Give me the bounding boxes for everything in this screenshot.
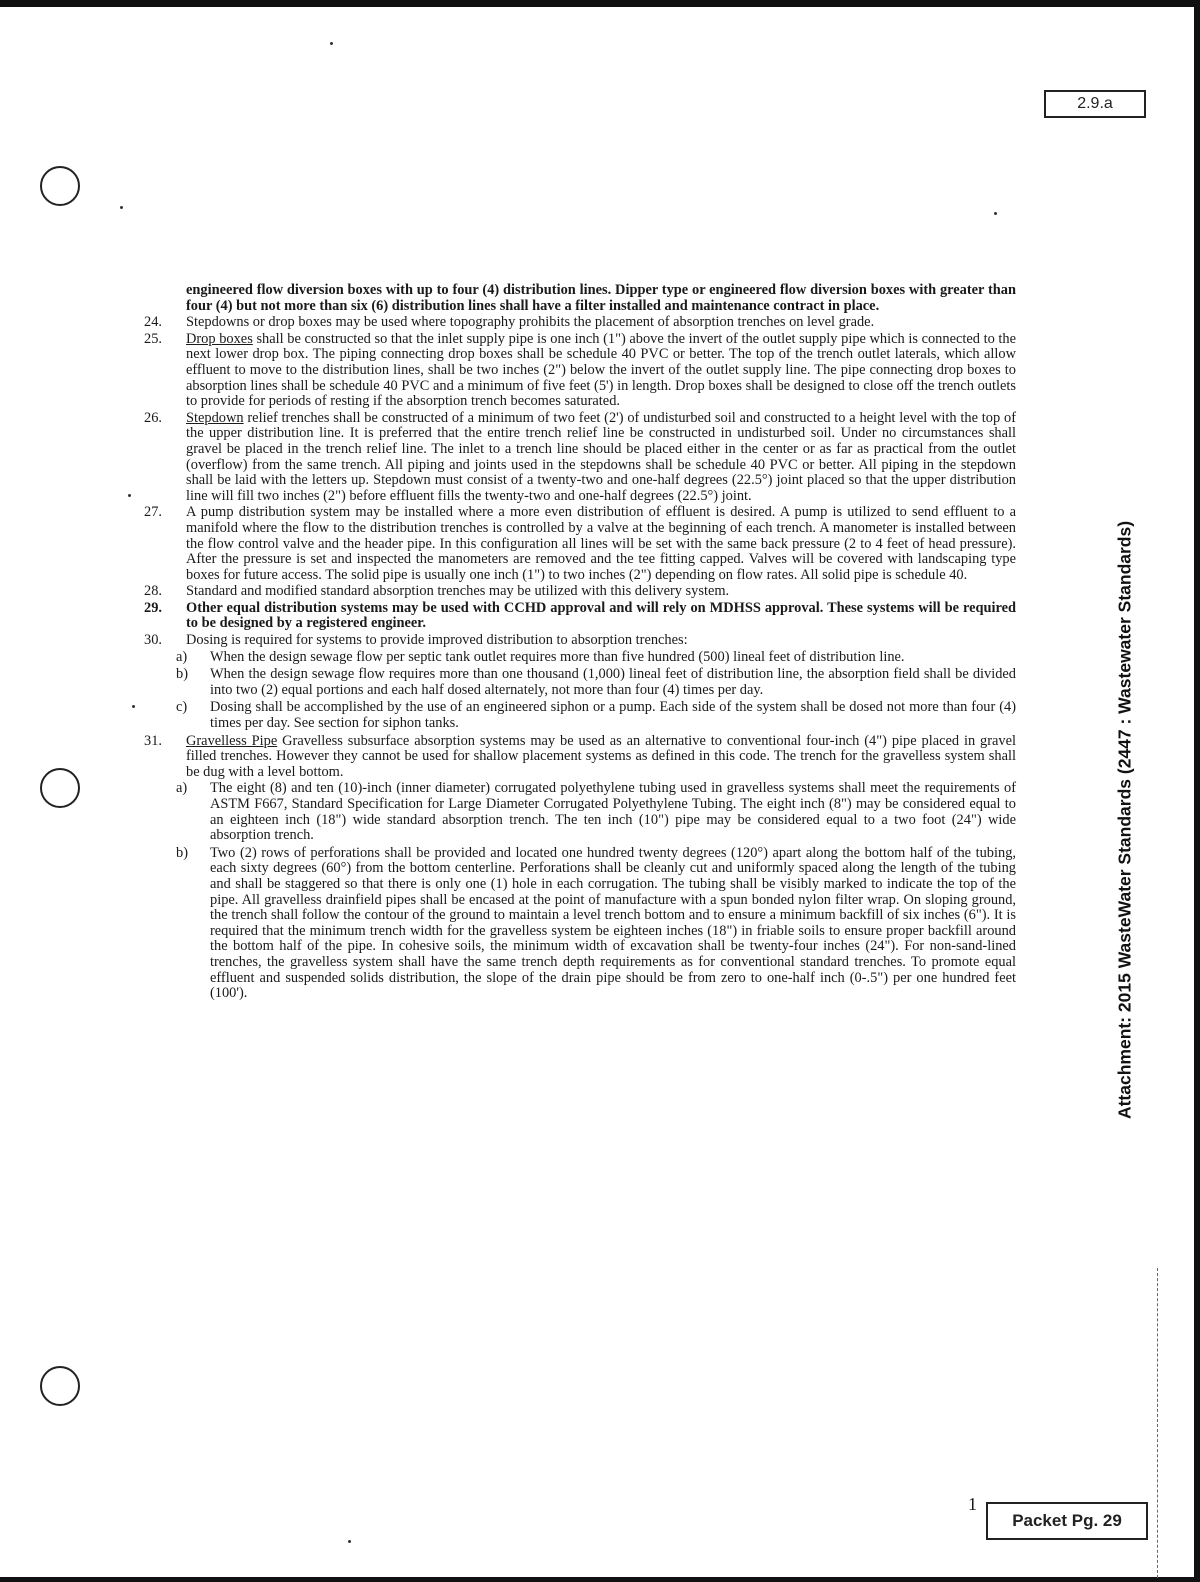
sub-letter: b) [176, 844, 188, 861]
sub-text: The eight (8) and ten (10)-inch (inner diameter) corrugated polyethylene tubing used in gravelless systems shall meet the requirements of ASTM F667, Standard Specification for Large Diameter Corrugated Polyethylene Tubing. The eight inch (8") may be considered equal to an eighteen inch (18") wide standard absorption trench. The ten inch (10") pipe may be considered equal to a two foot (24") wide absorption trench. [210, 780, 1016, 844]
list-item-27 [138, 505, 1016, 583]
scan-edge-bottom [0, 1577, 1200, 1582]
item-title: Gravelless Pipe [186, 732, 278, 749]
attachment-tag [1044, 90, 1146, 118]
sub-letter: a) [176, 780, 188, 797]
item-number: 31. [144, 732, 162, 749]
side-attachment-text: Attachment: 2015 WasteWater Standards (2447 : Wastewater Standards) [1114, 520, 1135, 1120]
punch-hole-bottom [40, 1366, 80, 1406]
sub-item-31a [138, 781, 1016, 843]
punch-hole-middle [40, 768, 80, 808]
scan-edge-top [0, 0, 1200, 7]
item-text: relief trenches shall be constructed of a minimum of two feet (2') of undisturbed soil and constructed to a height level with the top of the upper distribution line. It is preferred that the entire trench relief line be constructed in undisturbed soil. Under no circumstances shall gravel be placed in the trench relief line. The inlet to a trench line should be placed either in the center or as far as practical from the outlet (overflow) from the same trench. All piping and joints used in the stepdowns shall be schedule 40 PVC or better. All piping in the stepdown shall be laid with the letters up. Stepdown must consist of a twenty-two and one-half degrees (22.5°) joint placed so that the upper distribution line will fill two inches (2") before effluent fills the twenty-two and one-half degrees (22.5°) joint. [186, 409, 1016, 504]
packet-page-box [986, 1502, 1148, 1540]
item-text: Other equal distribution systems may be used with CCHD approval and will rely on MDHSS approval. These systems will be required to be designed by a registered engineer. [186, 599, 1016, 632]
sub-text: Two (2) rows of perforations shall be provided and located one hundred twenty degrees (120°) apart along the bottom half of the tubing, each sixty degrees (60°) from the bottom centerline. Perforations shall be cleanly cut and uniformly spaced along the length of the tubing and shall be staggered so that there is only one (1) hole in each corrugation. The tubing shall be visibly marked to indicate the top of the pipe. All gravelless drainfield pipes shall be encased at the point of manufacture with a spun bonded nylon filter wrap. On sloping ground, the trench shall follow the contour of the ground to maintain a level trench bottom and to ensure a minimum backfill of six inches (6"). It is required that the minimum trench width for the gravelless system be eighteen inches (18") in friable soils to ensure proper backfill around the bottom half of the pipe. In cohesive soils, the minimum width of excavation shall be twenty-four inches (24"). For non-sand-lined trenches, the gravelless system shall have the same trench depth requirements as for conventional standard trenches. To promote equal effluent and suspended solids distribution, the slope of the drain pipe should be from zero to one-half inch (0-.5") per one hundred feet (100'). [210, 844, 1016, 1002]
margin-dashed-line [1157, 1268, 1158, 1578]
item-title: Stepdown [186, 409, 244, 426]
scan-speck [132, 705, 135, 708]
list-item-24 [138, 315, 1016, 331]
side-attachment-label [1108, 430, 1142, 1210]
scan-speck [120, 206, 123, 209]
scan-speck [994, 212, 997, 215]
item-text: Dosing is required for systems to provide improved distribution to absorption trenches: [186, 632, 688, 649]
sub-item-30a [138, 650, 1016, 666]
sub-text: Dosing shall be accomplished by the use of an engineered siphon or a pump. Each side of the system shall be dosed not more than four (4) times per day. See section for siphon tanks. [210, 699, 1016, 732]
intro-paragraph: engineered flow diversion boxes with up to four (4) distribution lines. Dipper type or engineered flow diversion boxes with greater than four (4) but not more than six (6) distribution lines shall have a filter installed and maintenance contract in place. [186, 282, 1016, 314]
scan-edge-right [1194, 0, 1200, 1582]
sub-letter: c) [176, 699, 188, 716]
item-number: 25. [144, 330, 162, 347]
sub-item-30b [138, 667, 1016, 698]
item-text: A pump distribution system may be installed where a more even distribution of effluent is desired. A pump is utilized to send effluent to a manifold where the flow to the distribution trenches is controlled by a valve at the beginning of each trench. A manometer is installed between the flow control valve and the header pipe. In this configuration all lines will be set with the same back pressure (2 to 4 feet of head pressure). After the pressure is set and inspected the manometers are removed and the tee fitting capped. Valves will be covered with landscaping type boxes for future access. The solid pipe is usually one inch (1") to two inches (2") depending on flow rates. All solid pipe is schedule 40. [186, 504, 1016, 583]
sub-item-31b [138, 846, 1016, 1002]
sub-letter: b) [176, 666, 188, 683]
item-text: Standard and modified standard absorption trenches may be utilized with this delivery system. [186, 583, 730, 600]
list-item-26 [138, 411, 1016, 505]
item-number: 24. [144, 314, 162, 331]
item-number: 29. [144, 599, 162, 616]
item-number: 26. [144, 409, 162, 426]
scan-speck [348, 1540, 351, 1543]
item-number: 27. [144, 504, 162, 521]
list-item-30 [138, 633, 1016, 649]
list-item-29 [138, 601, 1016, 632]
punch-hole-top [40, 166, 80, 206]
attachment-tag-label: 2.9.a [1077, 95, 1113, 112]
list-item-25 [138, 332, 1016, 410]
sub-text: When the design sewage flow requires more than one thousand (1,000) lineal feet of distribution line, the absorption field shall be divided into two (2) equal portions and each half dosed alternately, not more than four (4) times per day. [210, 666, 1016, 698]
scan-speck [128, 494, 131, 497]
item-text: shall be constructed so that the inlet supply pipe is one inch (1") above the invert of the outlet supply pipe which is connected to the next lower drop box. The piping connecting drop boxes shall be schedule 40 PVC or better. The top of the trench outlet laterals, which allow effluent to move to the distribution lines, shall be two inches (2") below the invert of the outlet supply line. The pipe connecting drop boxes to absorption lines shall be schedule 40 PVC and a minimum of five feet (5') in length. Drop boxes shall be designed to close off the trench outlets to provide for periods of resting if the absorption trench becomes saturated. [186, 330, 1016, 410]
packet-page-label: Packet Pg. 29 [1012, 1511, 1122, 1530]
scan-speck [330, 42, 333, 45]
item-number: 30. [144, 632, 162, 649]
item-text: Stepdowns or drop boxes may be used where topography prohibits the placement of absorption trenches on level grade. [186, 314, 875, 331]
item-text: Gravelless subsurface absorption systems may be used as an alternative to conventional four-inch (4") pipe placed in gravel filled trenches. However they cannot be used for shallow placement systems as defined in this code. The trench for the gravelless system shall be dug with a level bottom. [186, 732, 1017, 780]
list-item-31 [138, 734, 1016, 781]
sub-text: When the design sewage flow per septic tank outlet requires more than five hundred (500) lineal feet of distribution line. [210, 648, 905, 665]
item-number: 28. [144, 583, 162, 600]
sub-letter: a) [176, 648, 188, 665]
list-item-28 [138, 584, 1016, 600]
item-title: Drop boxes [186, 330, 253, 347]
document-body [138, 283, 1016, 1004]
sub-item-30c [138, 700, 1016, 731]
footer-page-number: 1 [968, 1494, 977, 1514]
